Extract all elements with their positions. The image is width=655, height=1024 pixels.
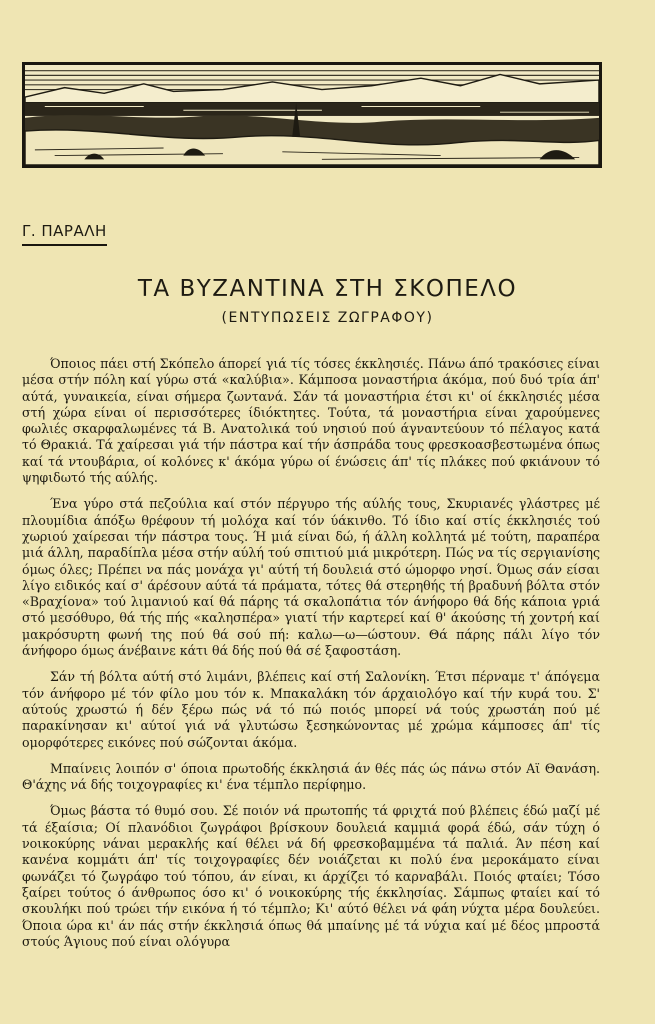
- paragraph: Όμως βάστα τό θυμό σου. Σέ ποιόν νά πρωτοπής τά φριχτά πού βλέπεις έδώ μαζί μέ τά έξαίσια; Οί πλανόδιοι ζωγράφοι βρίσκουν δουλειά καμμιά φορά έδώ, σάν τύχη ό νοικοκύρης νάναι μερακλής καί θέλει νά δή φρεσκοβαμμένα τά παλιά. Άν πέση καί κανένα κομμάτι άπ' τίς τοιχογραφίες δέν νοιάζεται κι πολύ ένα μεροκάματο είναι φωνάζει τό ζωγράφο τού τόπου, άν είναι, κι άρχίζει τό καρναβάλι. Ποιός φταίει; Τόσο ξαίρει τούτος ό άνθρωπος όσο κι' ό νοικοκύρης τής έκκλησίας. Σάμπως φταίει καί τό σκουλήκι πού τρώει τήν εικόνα ή τό τέμπλο; Κι' αύτό θέλει νά φάη νύχτα μέρα δουλεύει. Όποια ώρα κι' άν πάς στήν έκκλησιά όπως θά μπαίνης μέ τά νύχια καί μέ δέος μπροστά στούς Άγιους πού είναι ολόγυρα: [22, 803, 600, 949]
- landscape-drawing: [25, 65, 599, 165]
- landscape-illustration: [22, 62, 602, 168]
- paragraph: Σάν τή βόλτα αύτή στό λιμάνι, βλέπεις καί στή Σαλονίκη. Έτσι πέρναμε τ' άπόγεμα τόν άνήφορο μέ τόν φίλο μου τόν κ. Μπακαλάκη τόν άρχαιολόγο καί τήν κυρά του. Σ' αύτούς χρωστώ ή δέν ξέρω πώς νά τό πώ ποιός μπορεί νά τούς χρωστάη πού μέ παρακίνησαν κι' αύτοί γιά νά γλυτώσω ξεσηκώνοντας μέ χρώμα κάμποσες άπ' τίς ομορφότερες εικόνες πού σώζονται άκόμα.: [22, 669, 600, 750]
- paragraph: Μπαίνεις λοιπόν σ' όποια πρωτοδής έκκλησιά άν θές πάς ώς πάνω στόν Αϊ Θανάση. Θ'άχης νά δής τοιχογραφίες κι' ένα τέμπλο περίφημο.: [22, 760, 600, 793]
- article-subtitle: (ΕΝΤΥΠΩΣΕΙΣ ΖΩΓΡΑΦΟΥ): [221, 310, 434, 326]
- paragraph: Ένα γύρο στά πεζούλια καί στόν πέργυρο τής αύλής τους, Σκυριανές γλάστρες μέ πλουμίδια άπόξω θρέφουν τή μολόχα καί τόν ύάκινθο. Τό ίδιο καί στίς έκκλησιές τού χωριού χαίρεσαι τήν πάστρα τους. Ή μιά είναι δώ, ή άλλη κολλητά μέ τούτη, παραπέρα μιά άλλη, παραδίπλα μέσα στήν αύλή τού σπιτιού μιά μικρότερη. Πώς να τίς σεργιανίσης όμως όλες; Πρέπει να πάς μονάχα γι' αύτή τή δουλειά στό ώμορφο νησί. Όμως σάν είσαι λίγο ειδικός καί σ' άρέσουν αύτά τά πράματα, τότες θά στερηθής τή βραδυνή βόλτα στόν «Βραχίονα» τού λιμανιού καί θά πάρης τά σκαλοπάτια τόν άνήφορο θά δής κάποια γριά στό μεσόθυρο, θά τής πής «καλησπέρα» γιατί τήν καρτερεί καί θ' άκούσης τή χοντρή καί μακρόσυρτη φωνή της πού θά σού πή: καλω—ω—ώστουν. Θά πάρης πάλι λίγο τόν άνήφορο όμως άνέβαινε κάτι θά δής πού θά σέ ξαφοστάση.: [22, 496, 600, 659]
- author-name: Γ. ΠΑΡΑΛΗ: [22, 222, 107, 246]
- article-title: ΤΑ ΒΥΖΑΝΤΙΝΑ ΣΤΗ ΣΚΟΠΕΛΟ: [137, 276, 518, 302]
- article-body: [22, 356, 600, 950]
- paragraph: Όποιος πάει στή Σκόπελο άπορεί γιά τίς τόσες έκκλησιές. Πάνω άπό τρακόσιες είναι μέσα στήν πόλη καί γύρω στά «καλύβια». Κάμποσα μοναστήρια άκόμα, πού δυό τρία άπ' αύτά, γυναικεία, είναι σήμερα ζωντανά. Σάν τά μοναστήρια έτσι κι' οί έκκλησιές μέσα στή χώρα είναι οί περισσότερες ίδιόκτητες. Τούτα, τά μοναστήρια είναι χαρούμενες φωλιές σκαρφαλωμένες τά Β. Ανατολικά τού νησιού πού άγναντεύουν τό πέλαγος κατά τό Θρακιά. Τά χαίρεσαι γιά τήν πάστρα καί τήν άσπράδα τους φρεσκοασβεστωμένα όπως καί τά ντουβάρια, οί κολόνες κ' άκόμα γύρω οί ένώσεις άπ' τίς πλάκες πού φκιάνουν τό ψηφιδωτό τής αύλής.: [22, 356, 600, 486]
